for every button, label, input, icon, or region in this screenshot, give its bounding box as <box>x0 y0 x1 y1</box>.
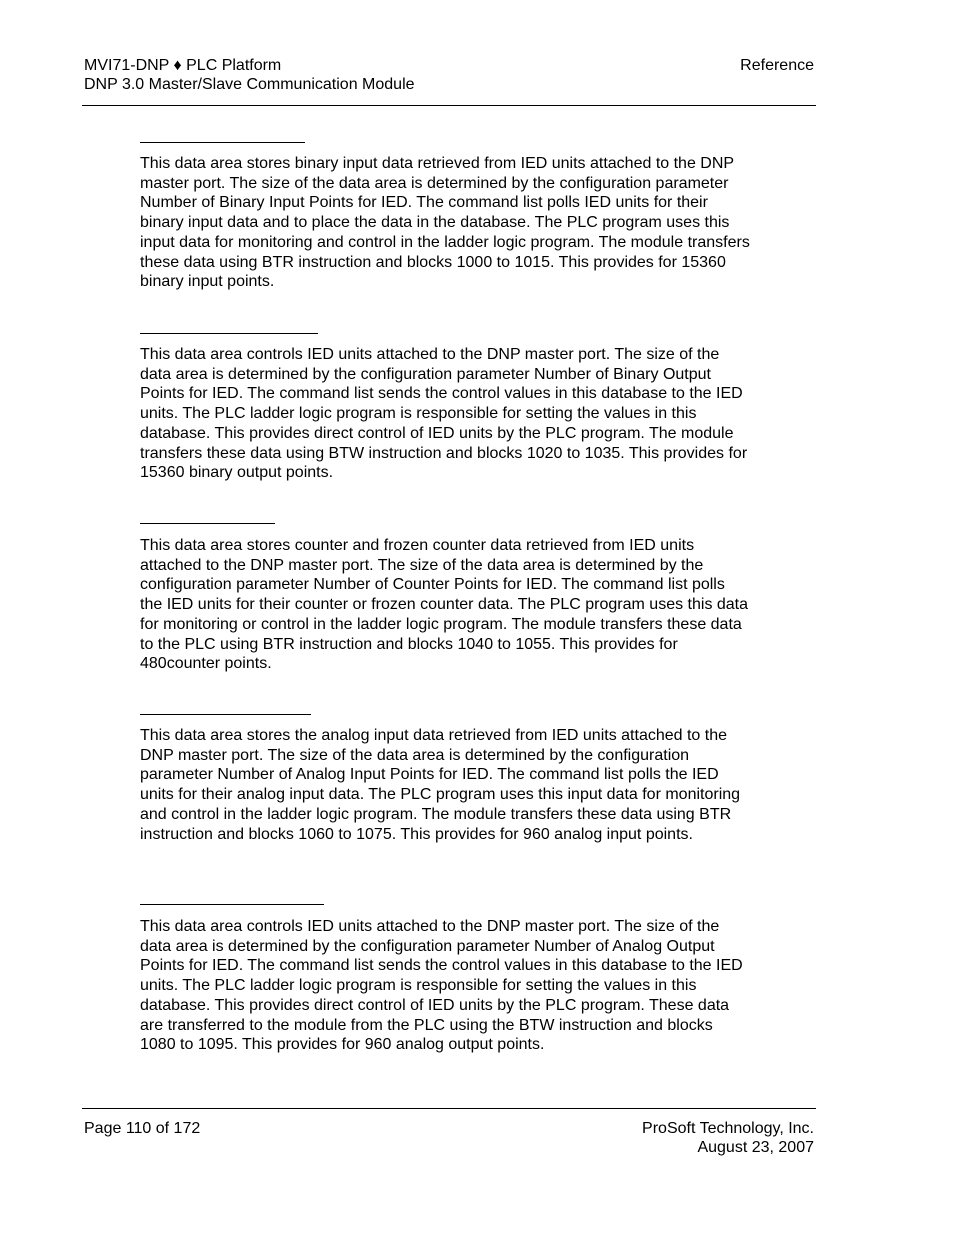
section-analog-input <box>140 714 750 844</box>
section-heading-rule <box>140 142 305 143</box>
footer-page-number: Page 110 of 172 <box>84 1120 201 1137</box>
header-product-title: MVI71-DNP ♦ PLC Platform <box>84 57 282 74</box>
section-heading-rule <box>140 904 324 905</box>
footer-company: ProSoft Technology, Inc. <box>642 1120 814 1137</box>
footer-date: August 23, 2007 <box>697 1139 814 1156</box>
section-body: This data area controls IED units attached to the DNP master port. The size of the data area is determined by the configuration parameter Number of Binary Output Points for IED. The command list sends the control values in this database to the IED units. The PLC ladder logic program is responsible for setting the values in this database. This provides direct control of IED units by the PLC program. The module transfers these data using BTW instruction and blocks 1020 to 1035. This provides for 15360 binary output points. <box>140 346 748 482</box>
section-body: This data area controls IED units attached to the DNP master port. The size of the data area is determined by the configuration parameter Number of Analog Output Points for IED. The command list sends the control values in this database to the IED units. The PLC ladder logic program is responsible for setting the values in this database. This provides direct control of IED units by the PLC program. These data are transferred to the module from the PLC using the BTW instruction and blocks 1080 to 1095. This provides for 960 analog output points. <box>140 918 743 1054</box>
header-divider <box>82 105 816 106</box>
section-analog-output <box>140 904 750 1055</box>
header-section-name: Reference <box>740 57 814 74</box>
section-body: This data area stores the analog input data retrieved from IED units attached to the DNP master port. The size of the data area is determined by the configuration parameter Number of Analog Input Points for IED. The command list polls the IED units for their analog input data. The PLC program uses this input data for monitoring and control in the ladder logic program. The module transfers these data using BTR instruction and blocks 1060 to 1075. This provides for 960 analog input points. <box>140 727 741 843</box>
footer-right <box>642 1119 814 1157</box>
section-heading-rule <box>140 714 311 715</box>
footer-divider <box>82 1108 816 1109</box>
section-binary-input <box>140 142 750 292</box>
section-binary-output <box>140 333 750 483</box>
section-heading-rule <box>140 523 275 524</box>
section-counter <box>140 523 750 674</box>
section-heading-rule <box>140 333 318 334</box>
header-left <box>84 56 415 94</box>
section-body: This data area stores binary input data retrieved from IED units attached to the DNP master port. The size of the data area is determined by the configuration parameter Number of Binary Input Points for IED. The command list polls IED units for their binary input data and to place the data in the database. The PLC program uses this input data for monitoring and control in the ladder logic program. The module transfers these data using BTR instruction and blocks 1000 to 1015. This provides for 15360 binary input points. <box>140 155 750 291</box>
header-module-title: DNP 3.0 Master/Slave Communication Module <box>84 76 415 93</box>
section-body: This data area stores counter and frozen counter data retrieved from IED units attached to the DNP master port. The size of the data area is determined by the configuration parameter Number of Counter Points for IED. The command list polls the IED units for their counter or frozen counter data. The PLC program uses this data for monitoring or control in the ladder logic program. The module transfers these data to the PLC using BTR instruction and blocks 1040 to 1055. This provides for 480counter points. <box>140 537 749 673</box>
